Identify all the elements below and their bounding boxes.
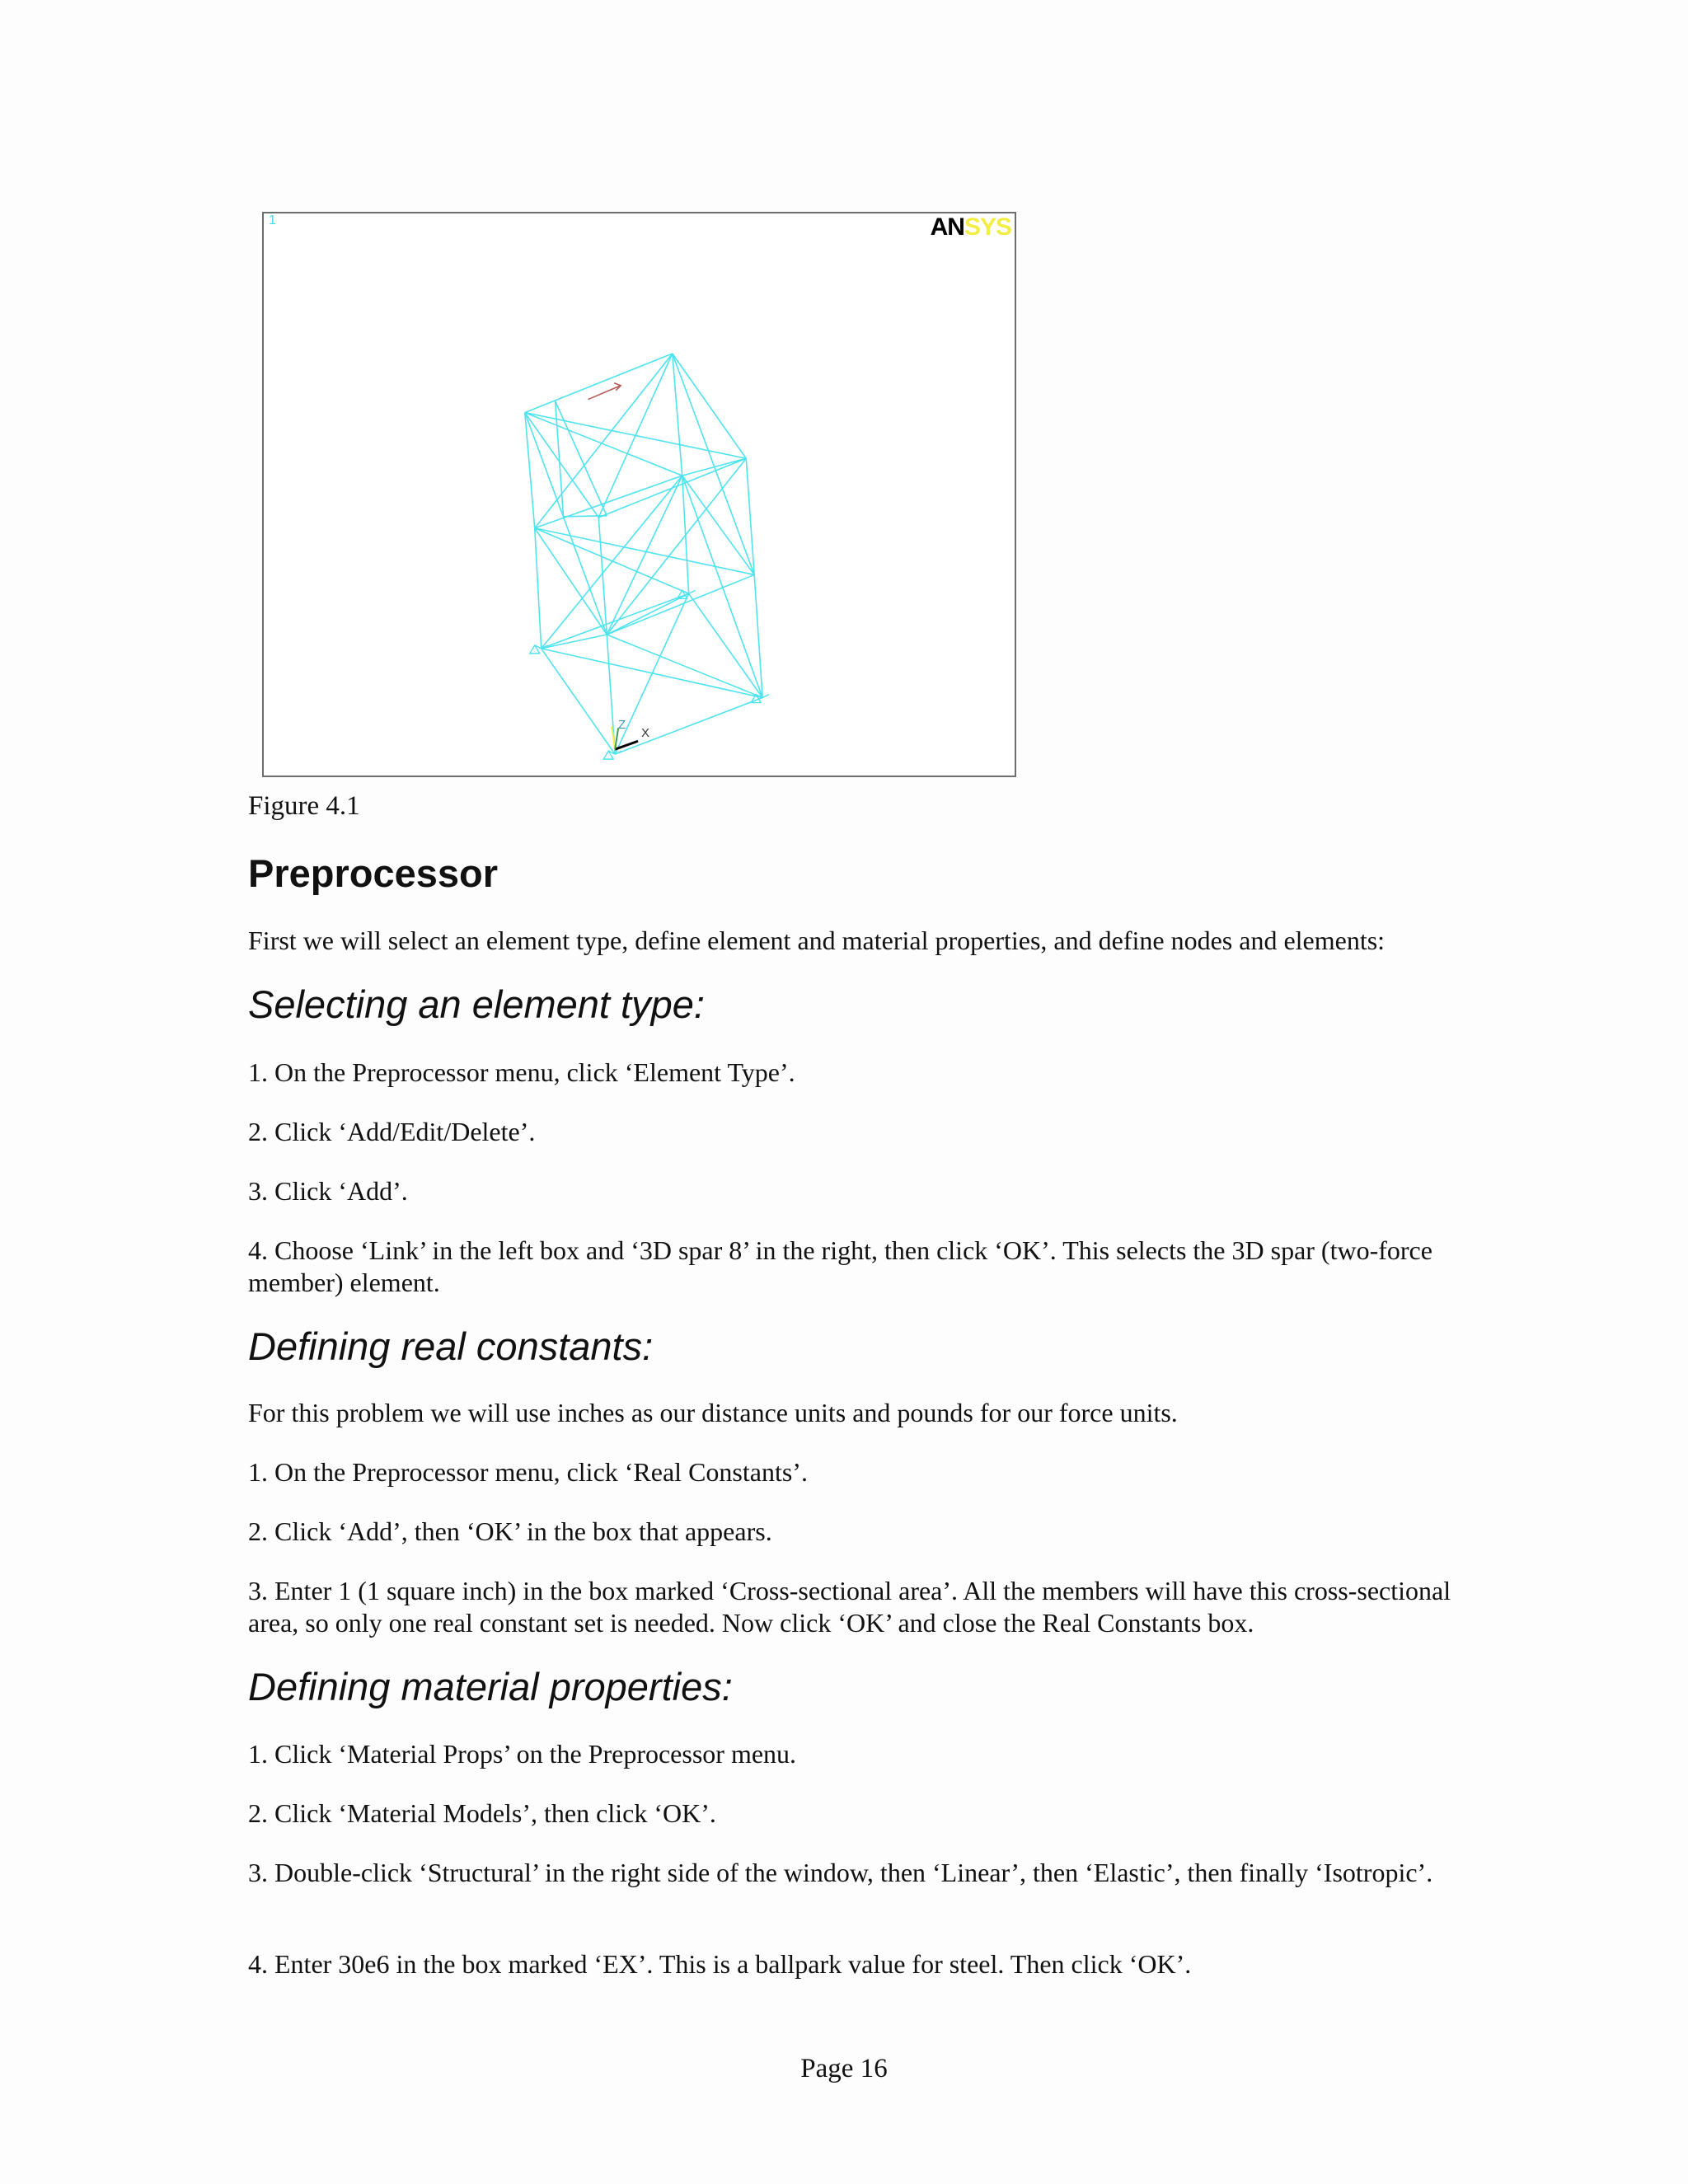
figure-caption: Figure 4.1 <box>248 791 360 821</box>
x-axis-label: X <box>641 726 650 740</box>
heading-preprocessor: Preprocessor <box>248 851 499 895</box>
element-step-3: 3. Click ‘Add’. <box>248 1176 408 1206</box>
truss-members <box>525 354 762 754</box>
truss-plot <box>264 213 1015 776</box>
element-step-2: 2. Click ‘Add/Edit/Delete’. <box>248 1117 536 1146</box>
material-step-4: 4. Enter 30e6 in the box marked ‘EX’. This is a ballpark value for steel. Then click ‘OK’. <box>248 1949 1192 1979</box>
z-axis-label: Z <box>618 718 626 732</box>
material-step-2: 2. Click ‘Material Models’, then click ‘OK’. <box>248 1798 716 1828</box>
page-number: Page 16 <box>800 2054 888 2083</box>
heading-material-props: Defining material properties: <box>248 1665 733 1708</box>
ansys-truss-figure <box>262 212 1016 777</box>
heading-real-constants: Defining real constants: <box>248 1324 654 1368</box>
element-step-1: 1. On the Preprocessor menu, click ‘Element Type’. <box>248 1057 795 1087</box>
intro-paragraph: First we will select an element type, define element and material properties, and define nodes and elements: <box>248 926 1386 955</box>
material-step-1: 1. Click ‘Material Props’ on the Preprocessor menu. <box>248 1739 797 1769</box>
real-constants-step-2: 2. Click ‘Add’, then ‘OK’ in the box that appears. <box>248 1516 772 1546</box>
heading-element-type: Selecting an element type: <box>248 982 705 1026</box>
real-constants-step-1: 1. On the Preprocessor menu, click ‘Real Constants’. <box>248 1457 808 1487</box>
real-constants-step-3: 3. Enter 1 (1 square inch) in the box marked ‘Cross-sectional area’. All the members will have this cross-sectional area, so only one real constant set is needed. Now click ‘OK’ and close the Real Constants box. <box>248 1576 1451 1638</box>
real-constants-intro: For this problem we will use inches as our distance units and pounds for our force units. <box>248 1398 1178 1427</box>
material-step-3: 3. Double-click ‘Structural’ in the right side of the window, then ‘Linear’, then ‘Elastic’, then finally ‘Isotropic’. <box>248 1858 1433 1887</box>
window-number: 1 <box>269 213 276 227</box>
ansys-logo: ANSYS <box>930 213 1011 241</box>
element-step-4: 4. Choose ‘Link’ in the left box and ‘3D spar 8’ in the right, then click ‘OK’. This selects the 3D spar (two-force member) element. <box>248 1235 1432 1297</box>
